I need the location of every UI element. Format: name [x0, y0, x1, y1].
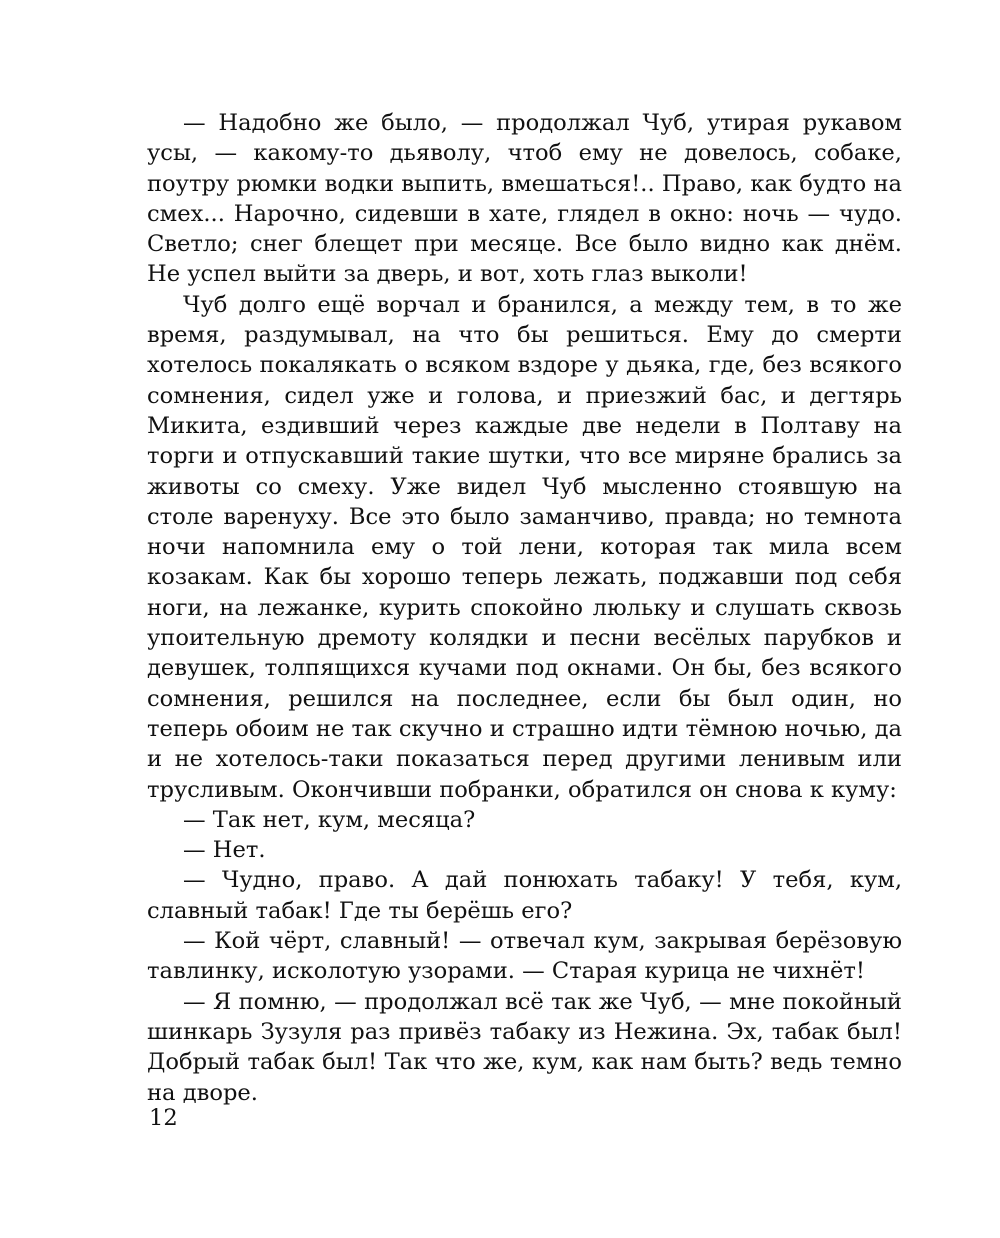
- dialogue-line: — Чудно, право. А дай понюхать табаку! У тебя, кум, славный табак! Где ты берёшь его?: [147, 867, 902, 924]
- page-number: 12: [149, 1105, 178, 1131]
- paragraph: — Надобно же было, — продолжал Чуб, утирая рукавом усы, — какому-то дьяволу, чтоб ему не довелось, собаке, поутру рюмки водки выпить, вмешаться!.. Право, как будто на смех... Нарочно, сидевши в хате, глядел в окно: ночь — чудо. Светло; снег блещет при месяце. Все было видно как днём. Не успел выйти за дверь, и вот, хоть глаз выколи!: [147, 110, 902, 288]
- dialogue-line: — Кой чёрт, славный! — отвечал кум, закрывая берёзовую тавлинку, исколотую узорами. — Старая курица не чихнёт!: [147, 928, 902, 985]
- paragraph: Чуб долго ещё ворчал и бранился, а между тем, в то же время, раздумывал, на что бы решиться. Ему до смерти хотелось покалякать о всяком вздоре у дьяка, где, без всякого сомнения, сидел уже и голова, и приезжий бас, и дегтярь Микита, ездивший через каждые две недели в Полтаву на торги и отпускавший такие шутки, что все миряне брались за животы со смеху. Уже видел Чуб мысленно стоявшую на столе варенуху. Все это было заманчиво, правда; но темнота ночи напомнила ему о той лени, которая так мила всем козакам. Как бы хорошо теперь лежать, поджавши под себя ноги, на лежанке, курить спокойно люльку и слушать сквозь упоительную дремоту колядки и песни весёлых парубков и девушек, толпящихся кучами под окнами. Он бы, без всякого сомнения, решился на последнее, если бы был один, но теперь обоим не так скучно и страшно идти тёмною ночью, да и не хотелось-таки показаться перед другими ленивым или трусливым. Окончивши побранки, обратился он снова к куму:: [147, 291, 902, 803]
- dialogue-line: — Так нет, кум, месяца?: [183, 806, 476, 833]
- body-text: [147, 108, 902, 1108]
- dialogue-line: — Я помню, — продолжал всё так же Чуб, — мне покойный шинкарь Зузуля раз привёз табаку из Нежина. Эх, табак был! Добрый табак был! Так что же, кум, как нам быть? ведь темно на дворе.: [147, 988, 902, 1106]
- dialogue-line: — Нет.: [183, 837, 266, 864]
